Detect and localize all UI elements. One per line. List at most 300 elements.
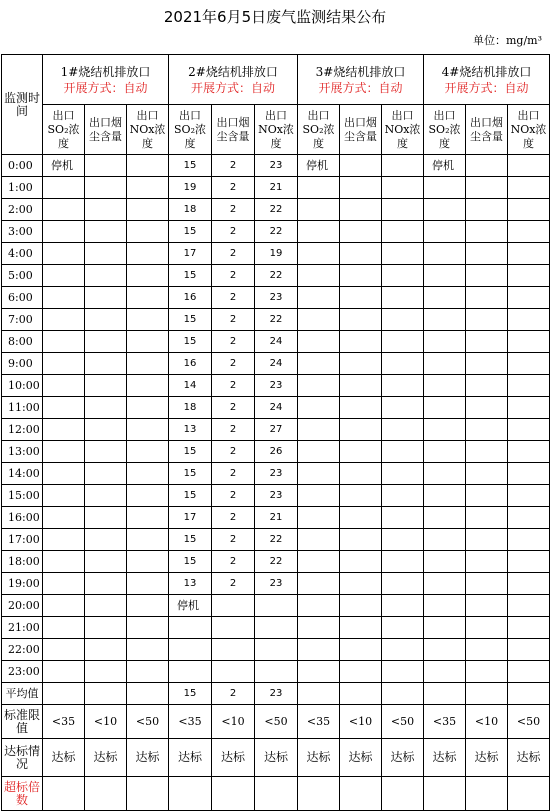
time-cell: 15:00 bbox=[2, 485, 43, 507]
average-row bbox=[2, 683, 550, 705]
average-value-cell: 2 bbox=[212, 683, 255, 705]
empty-cell bbox=[508, 661, 550, 683]
value-cell: 22 bbox=[255, 265, 298, 287]
empty-cell bbox=[127, 683, 169, 705]
table-row bbox=[2, 529, 550, 551]
value-cell: 15 bbox=[169, 265, 212, 287]
empty-cell bbox=[85, 529, 127, 551]
value-cell: 17 bbox=[169, 243, 212, 265]
empty-cell bbox=[169, 617, 212, 639]
time-cell: 21:00 bbox=[2, 617, 43, 639]
empty-cell bbox=[382, 375, 424, 397]
time-cell: 16:00 bbox=[2, 507, 43, 529]
empty-cell bbox=[298, 777, 340, 811]
empty-cell bbox=[466, 441, 508, 463]
outlet-name: 4#烧结机排放口 bbox=[441, 64, 532, 79]
empty-cell bbox=[127, 331, 169, 353]
limit-cell: <10 bbox=[212, 705, 255, 739]
empty-cell bbox=[127, 177, 169, 199]
empty-cell bbox=[382, 199, 424, 221]
empty-cell bbox=[508, 777, 550, 811]
empty-cell bbox=[382, 177, 424, 199]
average-label: 平均值 bbox=[2, 683, 43, 705]
empty-cell bbox=[508, 595, 550, 617]
status-cell: 达标 bbox=[212, 739, 255, 777]
empty-cell bbox=[340, 551, 382, 573]
empty-cell bbox=[298, 221, 340, 243]
empty-cell bbox=[298, 419, 340, 441]
empty-cell bbox=[127, 221, 169, 243]
empty-cell bbox=[127, 397, 169, 419]
value-cell: 27 bbox=[255, 419, 298, 441]
table-row bbox=[2, 639, 550, 661]
table-row bbox=[2, 595, 550, 617]
limit-cell: <35 bbox=[298, 705, 340, 739]
empty-cell bbox=[127, 353, 169, 375]
value-cell: 15 bbox=[169, 155, 212, 177]
param-header: 出口烟尘含量 bbox=[466, 105, 508, 155]
empty-cell bbox=[382, 777, 424, 811]
table-row bbox=[2, 177, 550, 199]
value-cell: 23 bbox=[255, 463, 298, 485]
status-cell: 达标 bbox=[255, 739, 298, 777]
empty-cell bbox=[127, 441, 169, 463]
empty-cell bbox=[382, 397, 424, 419]
status-cell: 达标 bbox=[298, 739, 340, 777]
time-cell: 3:00 bbox=[2, 221, 43, 243]
empty-cell bbox=[43, 661, 85, 683]
empty-cell bbox=[382, 419, 424, 441]
empty-cell bbox=[298, 331, 340, 353]
empty-cell bbox=[424, 265, 466, 287]
empty-cell bbox=[466, 777, 508, 811]
time-cell: 22:00 bbox=[2, 639, 43, 661]
outlet-header-3 bbox=[298, 55, 424, 105]
empty-cell bbox=[43, 639, 85, 661]
empty-cell bbox=[382, 441, 424, 463]
page-title: 2021年6月5日废气监测结果公布 bbox=[163, 8, 387, 26]
empty-cell bbox=[424, 221, 466, 243]
empty-cell bbox=[508, 287, 550, 309]
empty-cell bbox=[508, 243, 550, 265]
table-row bbox=[2, 287, 550, 309]
empty-cell bbox=[508, 485, 550, 507]
empty-cell bbox=[340, 573, 382, 595]
param-header: 出口NOx浓度 bbox=[508, 105, 550, 155]
empty-cell bbox=[85, 177, 127, 199]
table-row bbox=[2, 485, 550, 507]
value-cell: 2 bbox=[212, 331, 255, 353]
empty-cell bbox=[508, 617, 550, 639]
empty-cell bbox=[127, 617, 169, 639]
average-value-cell: 15 bbox=[169, 683, 212, 705]
empty-cell bbox=[298, 573, 340, 595]
empty-cell bbox=[508, 155, 550, 177]
time-cell: 4:00 bbox=[2, 243, 43, 265]
empty-cell bbox=[382, 683, 424, 705]
empty-cell bbox=[85, 683, 127, 705]
value-cell: 2 bbox=[212, 485, 255, 507]
value-cell: 15 bbox=[169, 485, 212, 507]
empty-cell bbox=[508, 375, 550, 397]
empty-cell bbox=[43, 375, 85, 397]
empty-cell bbox=[340, 463, 382, 485]
status-cell: 达标 bbox=[466, 739, 508, 777]
empty-cell bbox=[424, 397, 466, 419]
empty-cell bbox=[127, 551, 169, 573]
table-row bbox=[2, 397, 550, 419]
value-cell: 15 bbox=[169, 441, 212, 463]
empty-cell bbox=[424, 551, 466, 573]
value-cell: 19 bbox=[255, 243, 298, 265]
empty-cell bbox=[424, 507, 466, 529]
empty-cell bbox=[298, 529, 340, 551]
param-header: 出口SO₂浓度 bbox=[169, 105, 212, 155]
limits-label: 标准限值 bbox=[2, 705, 43, 739]
empty-cell bbox=[43, 309, 85, 331]
value-cell: 2 bbox=[212, 551, 255, 573]
empty-cell bbox=[212, 777, 255, 811]
time-cell: 23:00 bbox=[2, 661, 43, 683]
table-row bbox=[2, 375, 550, 397]
time-cell: 6:00 bbox=[2, 287, 43, 309]
value-cell: 21 bbox=[255, 177, 298, 199]
unit-label: 单位：mg/m³ bbox=[472, 34, 542, 47]
empty-cell bbox=[424, 287, 466, 309]
empty-cell bbox=[298, 265, 340, 287]
value-cell: 16 bbox=[169, 287, 212, 309]
empty-cell bbox=[85, 777, 127, 811]
time-cell: 7:00 bbox=[2, 309, 43, 331]
value-cell: 2 bbox=[212, 287, 255, 309]
empty-cell bbox=[508, 529, 550, 551]
status-cell: 达标 bbox=[382, 739, 424, 777]
empty-cell bbox=[43, 595, 85, 617]
empty-cell bbox=[169, 639, 212, 661]
header-row-outlets bbox=[2, 55, 550, 105]
limit-cell: <10 bbox=[85, 705, 127, 739]
shutdown-cell: 停机 bbox=[298, 155, 340, 177]
table-row bbox=[2, 331, 550, 353]
empty-cell bbox=[424, 441, 466, 463]
value-cell: 19 bbox=[169, 177, 212, 199]
limit-cell: <10 bbox=[340, 705, 382, 739]
empty-cell bbox=[43, 287, 85, 309]
emission-table bbox=[1, 54, 550, 811]
empty-cell bbox=[466, 221, 508, 243]
empty-cell bbox=[212, 617, 255, 639]
empty-cell bbox=[43, 199, 85, 221]
empty-cell bbox=[127, 309, 169, 331]
empty-cell bbox=[466, 353, 508, 375]
empty-cell bbox=[466, 287, 508, 309]
empty-cell bbox=[340, 155, 382, 177]
value-cell: 24 bbox=[255, 353, 298, 375]
empty-cell bbox=[127, 419, 169, 441]
empty-cell bbox=[127, 199, 169, 221]
value-cell: 23 bbox=[255, 485, 298, 507]
value-cell: 13 bbox=[169, 573, 212, 595]
status-cell: 达标 bbox=[169, 739, 212, 777]
empty-cell bbox=[85, 463, 127, 485]
value-cell: 2 bbox=[212, 397, 255, 419]
empty-cell bbox=[424, 331, 466, 353]
empty-cell bbox=[466, 507, 508, 529]
time-cell: 1:00 bbox=[2, 177, 43, 199]
empty-cell bbox=[298, 177, 340, 199]
empty-cell bbox=[127, 463, 169, 485]
empty-cell bbox=[466, 529, 508, 551]
empty-cell bbox=[382, 595, 424, 617]
empty-cell bbox=[340, 419, 382, 441]
value-cell: 18 bbox=[169, 397, 212, 419]
empty-cell bbox=[298, 595, 340, 617]
empty-cell bbox=[298, 243, 340, 265]
empty-cell bbox=[212, 595, 255, 617]
empty-cell bbox=[340, 199, 382, 221]
empty-cell bbox=[169, 777, 212, 811]
value-cell: 2 bbox=[212, 199, 255, 221]
empty-cell bbox=[340, 617, 382, 639]
empty-cell bbox=[382, 463, 424, 485]
time-cell: 5:00 bbox=[2, 265, 43, 287]
param-header: 出口NOx浓度 bbox=[382, 105, 424, 155]
empty-cell bbox=[85, 661, 127, 683]
empty-cell bbox=[127, 595, 169, 617]
value-cell: 22 bbox=[255, 309, 298, 331]
empty-cell bbox=[508, 639, 550, 661]
time-cell: 8:00 bbox=[2, 331, 43, 353]
status-cell: 达标 bbox=[340, 739, 382, 777]
value-cell: 15 bbox=[169, 309, 212, 331]
value-cell: 23 bbox=[255, 375, 298, 397]
outlet-name: 1#烧结机排放口 bbox=[60, 64, 151, 79]
value-cell: 2 bbox=[212, 441, 255, 463]
time-cell: 9:00 bbox=[2, 353, 43, 375]
empty-cell bbox=[382, 331, 424, 353]
empty-cell bbox=[340, 265, 382, 287]
value-cell: 15 bbox=[169, 331, 212, 353]
table-row bbox=[2, 353, 550, 375]
empty-cell bbox=[298, 463, 340, 485]
empty-cell bbox=[212, 639, 255, 661]
empty-cell bbox=[85, 221, 127, 243]
value-cell: 15 bbox=[169, 551, 212, 573]
time-cell: 12:00 bbox=[2, 419, 43, 441]
empty-cell bbox=[508, 419, 550, 441]
time-cell: 13:00 bbox=[2, 441, 43, 463]
shutdown-cell: 停机 bbox=[43, 155, 85, 177]
empty-cell bbox=[508, 309, 550, 331]
param-header: 出口烟尘含量 bbox=[340, 105, 382, 155]
outlet-header-4 bbox=[424, 55, 550, 105]
table-row bbox=[2, 441, 550, 463]
empty-cell bbox=[298, 375, 340, 397]
empty-cell bbox=[127, 661, 169, 683]
outlet-header-1 bbox=[43, 55, 169, 105]
empty-cell bbox=[43, 551, 85, 573]
value-cell: 22 bbox=[255, 551, 298, 573]
empty-cell bbox=[508, 573, 550, 595]
empty-cell bbox=[85, 507, 127, 529]
limit-cell: <35 bbox=[43, 705, 85, 739]
empty-cell bbox=[466, 265, 508, 287]
empty-cell bbox=[382, 243, 424, 265]
table-row bbox=[2, 221, 550, 243]
empty-cell bbox=[127, 777, 169, 811]
empty-cell bbox=[424, 573, 466, 595]
empty-cell bbox=[382, 573, 424, 595]
empty-cell bbox=[85, 595, 127, 617]
empty-cell bbox=[298, 397, 340, 419]
empty-cell bbox=[298, 287, 340, 309]
value-cell: 2 bbox=[212, 243, 255, 265]
empty-cell bbox=[466, 199, 508, 221]
empty-cell bbox=[340, 331, 382, 353]
empty-cell bbox=[85, 573, 127, 595]
empty-cell bbox=[43, 177, 85, 199]
empty-cell bbox=[85, 199, 127, 221]
empty-cell bbox=[43, 331, 85, 353]
status-cell: 达标 bbox=[85, 739, 127, 777]
table-row bbox=[2, 617, 550, 639]
outlet-header-2 bbox=[169, 55, 298, 105]
empty-cell bbox=[255, 595, 298, 617]
status-label: 达标情况 bbox=[2, 739, 43, 777]
empty-cell bbox=[424, 617, 466, 639]
empty-cell bbox=[340, 595, 382, 617]
status-cell: 达标 bbox=[424, 739, 466, 777]
empty-cell bbox=[298, 353, 340, 375]
empty-cell bbox=[169, 661, 212, 683]
empty-cell bbox=[466, 573, 508, 595]
empty-cell bbox=[424, 243, 466, 265]
param-header: 出口NOx浓度 bbox=[127, 105, 169, 155]
empty-cell bbox=[43, 573, 85, 595]
empty-cell bbox=[340, 639, 382, 661]
empty-cell bbox=[424, 661, 466, 683]
table-row bbox=[2, 155, 550, 177]
param-header: 出口SO₂浓度 bbox=[43, 105, 85, 155]
empty-cell bbox=[85, 397, 127, 419]
empty-cell bbox=[298, 199, 340, 221]
empty-cell bbox=[466, 617, 508, 639]
empty-cell bbox=[424, 683, 466, 705]
empty-cell bbox=[382, 617, 424, 639]
value-cell: 2 bbox=[212, 177, 255, 199]
empty-cell bbox=[85, 551, 127, 573]
value-cell: 22 bbox=[255, 529, 298, 551]
empty-cell bbox=[255, 661, 298, 683]
empty-cell bbox=[85, 639, 127, 661]
time-cell: 10:00 bbox=[2, 375, 43, 397]
empty-cell bbox=[298, 617, 340, 639]
empty-cell bbox=[298, 639, 340, 661]
empty-cell bbox=[212, 661, 255, 683]
limit-cell: <35 bbox=[424, 705, 466, 739]
outlet-mode: 开展方式：自动 bbox=[444, 80, 529, 95]
value-cell: 15 bbox=[169, 221, 212, 243]
empty-cell bbox=[424, 463, 466, 485]
empty-cell bbox=[466, 375, 508, 397]
table-row bbox=[2, 661, 550, 683]
empty-cell bbox=[382, 309, 424, 331]
empty-cell bbox=[508, 199, 550, 221]
value-cell: 2 bbox=[212, 353, 255, 375]
empty-cell bbox=[43, 243, 85, 265]
empty-cell bbox=[508, 177, 550, 199]
empty-cell bbox=[508, 265, 550, 287]
empty-cell bbox=[382, 485, 424, 507]
empty-cell bbox=[424, 485, 466, 507]
empty-cell bbox=[127, 243, 169, 265]
time-cell: 19:00 bbox=[2, 573, 43, 595]
table-row bbox=[2, 507, 550, 529]
empty-cell bbox=[508, 551, 550, 573]
value-cell: 2 bbox=[212, 507, 255, 529]
empty-cell bbox=[382, 287, 424, 309]
empty-cell bbox=[508, 507, 550, 529]
empty-cell bbox=[43, 683, 85, 705]
status-cell: 达标 bbox=[508, 739, 550, 777]
value-cell: 22 bbox=[255, 199, 298, 221]
empty-cell bbox=[127, 507, 169, 529]
param-header: 出口烟尘含量 bbox=[85, 105, 127, 155]
empty-cell bbox=[382, 353, 424, 375]
empty-cell bbox=[43, 617, 85, 639]
limit-cell: <35 bbox=[169, 705, 212, 739]
empty-cell bbox=[340, 243, 382, 265]
empty-cell bbox=[466, 155, 508, 177]
value-cell: 15 bbox=[169, 463, 212, 485]
empty-cell bbox=[43, 529, 85, 551]
value-cell: 2 bbox=[212, 375, 255, 397]
value-cell: 2 bbox=[212, 265, 255, 287]
empty-cell bbox=[127, 485, 169, 507]
status-row bbox=[2, 739, 550, 777]
empty-cell bbox=[424, 529, 466, 551]
empty-cell bbox=[466, 639, 508, 661]
empty-cell bbox=[85, 155, 127, 177]
empty-cell bbox=[340, 375, 382, 397]
empty-cell bbox=[424, 353, 466, 375]
empty-cell bbox=[298, 507, 340, 529]
param-header: 出口NOx浓度 bbox=[255, 105, 298, 155]
table-row bbox=[2, 419, 550, 441]
empty-cell bbox=[382, 265, 424, 287]
outlet-mode: 开展方式：自动 bbox=[63, 80, 148, 95]
value-cell: 2 bbox=[212, 529, 255, 551]
empty-cell bbox=[382, 221, 424, 243]
param-header: 出口SO₂浓度 bbox=[298, 105, 340, 155]
value-cell: 14 bbox=[169, 375, 212, 397]
empty-cell bbox=[466, 683, 508, 705]
limit-cell: <50 bbox=[382, 705, 424, 739]
empty-cell bbox=[85, 441, 127, 463]
time-cell: 14:00 bbox=[2, 463, 43, 485]
time-cell: 17:00 bbox=[2, 529, 43, 551]
empty-cell bbox=[85, 419, 127, 441]
empty-cell bbox=[466, 595, 508, 617]
value-cell: 2 bbox=[212, 309, 255, 331]
time-cell: 20:00 bbox=[2, 595, 43, 617]
empty-cell bbox=[382, 529, 424, 551]
empty-cell bbox=[43, 397, 85, 419]
value-cell: 22 bbox=[255, 221, 298, 243]
empty-cell bbox=[340, 683, 382, 705]
empty-cell bbox=[508, 441, 550, 463]
empty-cell bbox=[340, 287, 382, 309]
